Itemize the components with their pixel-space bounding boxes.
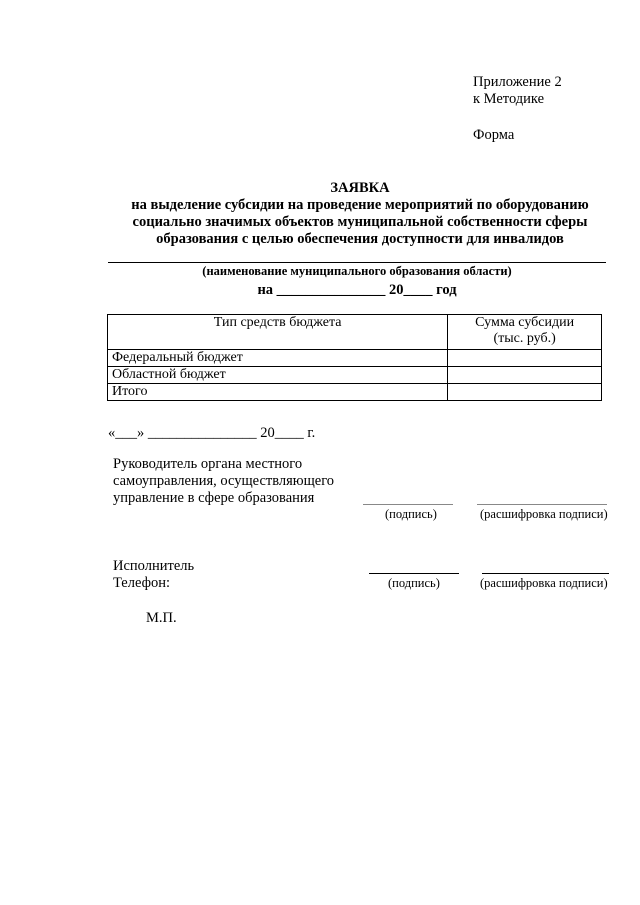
title-line-3: образования с целью обеспечения доступности для инвалидов [156,231,564,247]
annex-reference [473,74,562,108]
title-line-1: на выделение субсидии на проведение мероприятий по оборудованию [131,197,589,213]
table-row [108,384,602,401]
date-line: «___» _______________ 20____ г. [108,425,316,441]
head-decoding-caption: (расшифровка подписи) [480,507,608,521]
form-label: Форма [473,127,515,143]
head-signature-line[interactable] [363,504,453,505]
head-signature-caption: (подпись) [385,507,437,521]
executor-decoding-line[interactable] [482,573,609,574]
row-amount-field[interactable] [448,384,602,401]
column-header-subsidy-amount: Сумма субсидии (тыс. руб.) [448,315,602,350]
row-name: Итого [108,384,448,401]
row-name: Федеральный бюджет [108,350,448,367]
document-title [100,180,620,248]
year-line: на _______________ 20____ год [257,282,457,298]
executor-signature-caption: (подпись) [388,576,440,590]
executor-decoding-caption: (расшифровка подписи) [480,576,608,590]
stamp-placeholder: М.П. [146,610,177,626]
budget-table [107,314,602,401]
table-header-row [108,315,602,350]
column-header-budget-type: Тип средств бюджета [108,315,448,350]
executor-signature-line[interactable] [369,573,459,574]
row-name: Областной бюджет [108,367,448,384]
annex-line-2: к Методике [473,91,545,107]
head-signatory-label: Руководитель органа местного самоуправления, осуществляющего управление в сфере образования [113,456,335,506]
row-amount-field[interactable] [448,350,602,367]
title-line-2: социально значимых объектов муниципальной собственности сферы [132,214,588,230]
title-heading: ЗАЯВКА [330,180,390,196]
table-row [108,367,602,384]
head-decoding-line[interactable] [477,504,607,505]
municipality-name-field[interactable] [108,262,606,263]
municipality-caption: (наименование муниципального образования области) [202,264,512,278]
row-amount-field[interactable] [448,367,602,384]
annex-line-1: Приложение 2 [473,74,562,90]
executor-label: Исполнитель Телефон: [113,558,195,591]
table-row [108,350,602,367]
